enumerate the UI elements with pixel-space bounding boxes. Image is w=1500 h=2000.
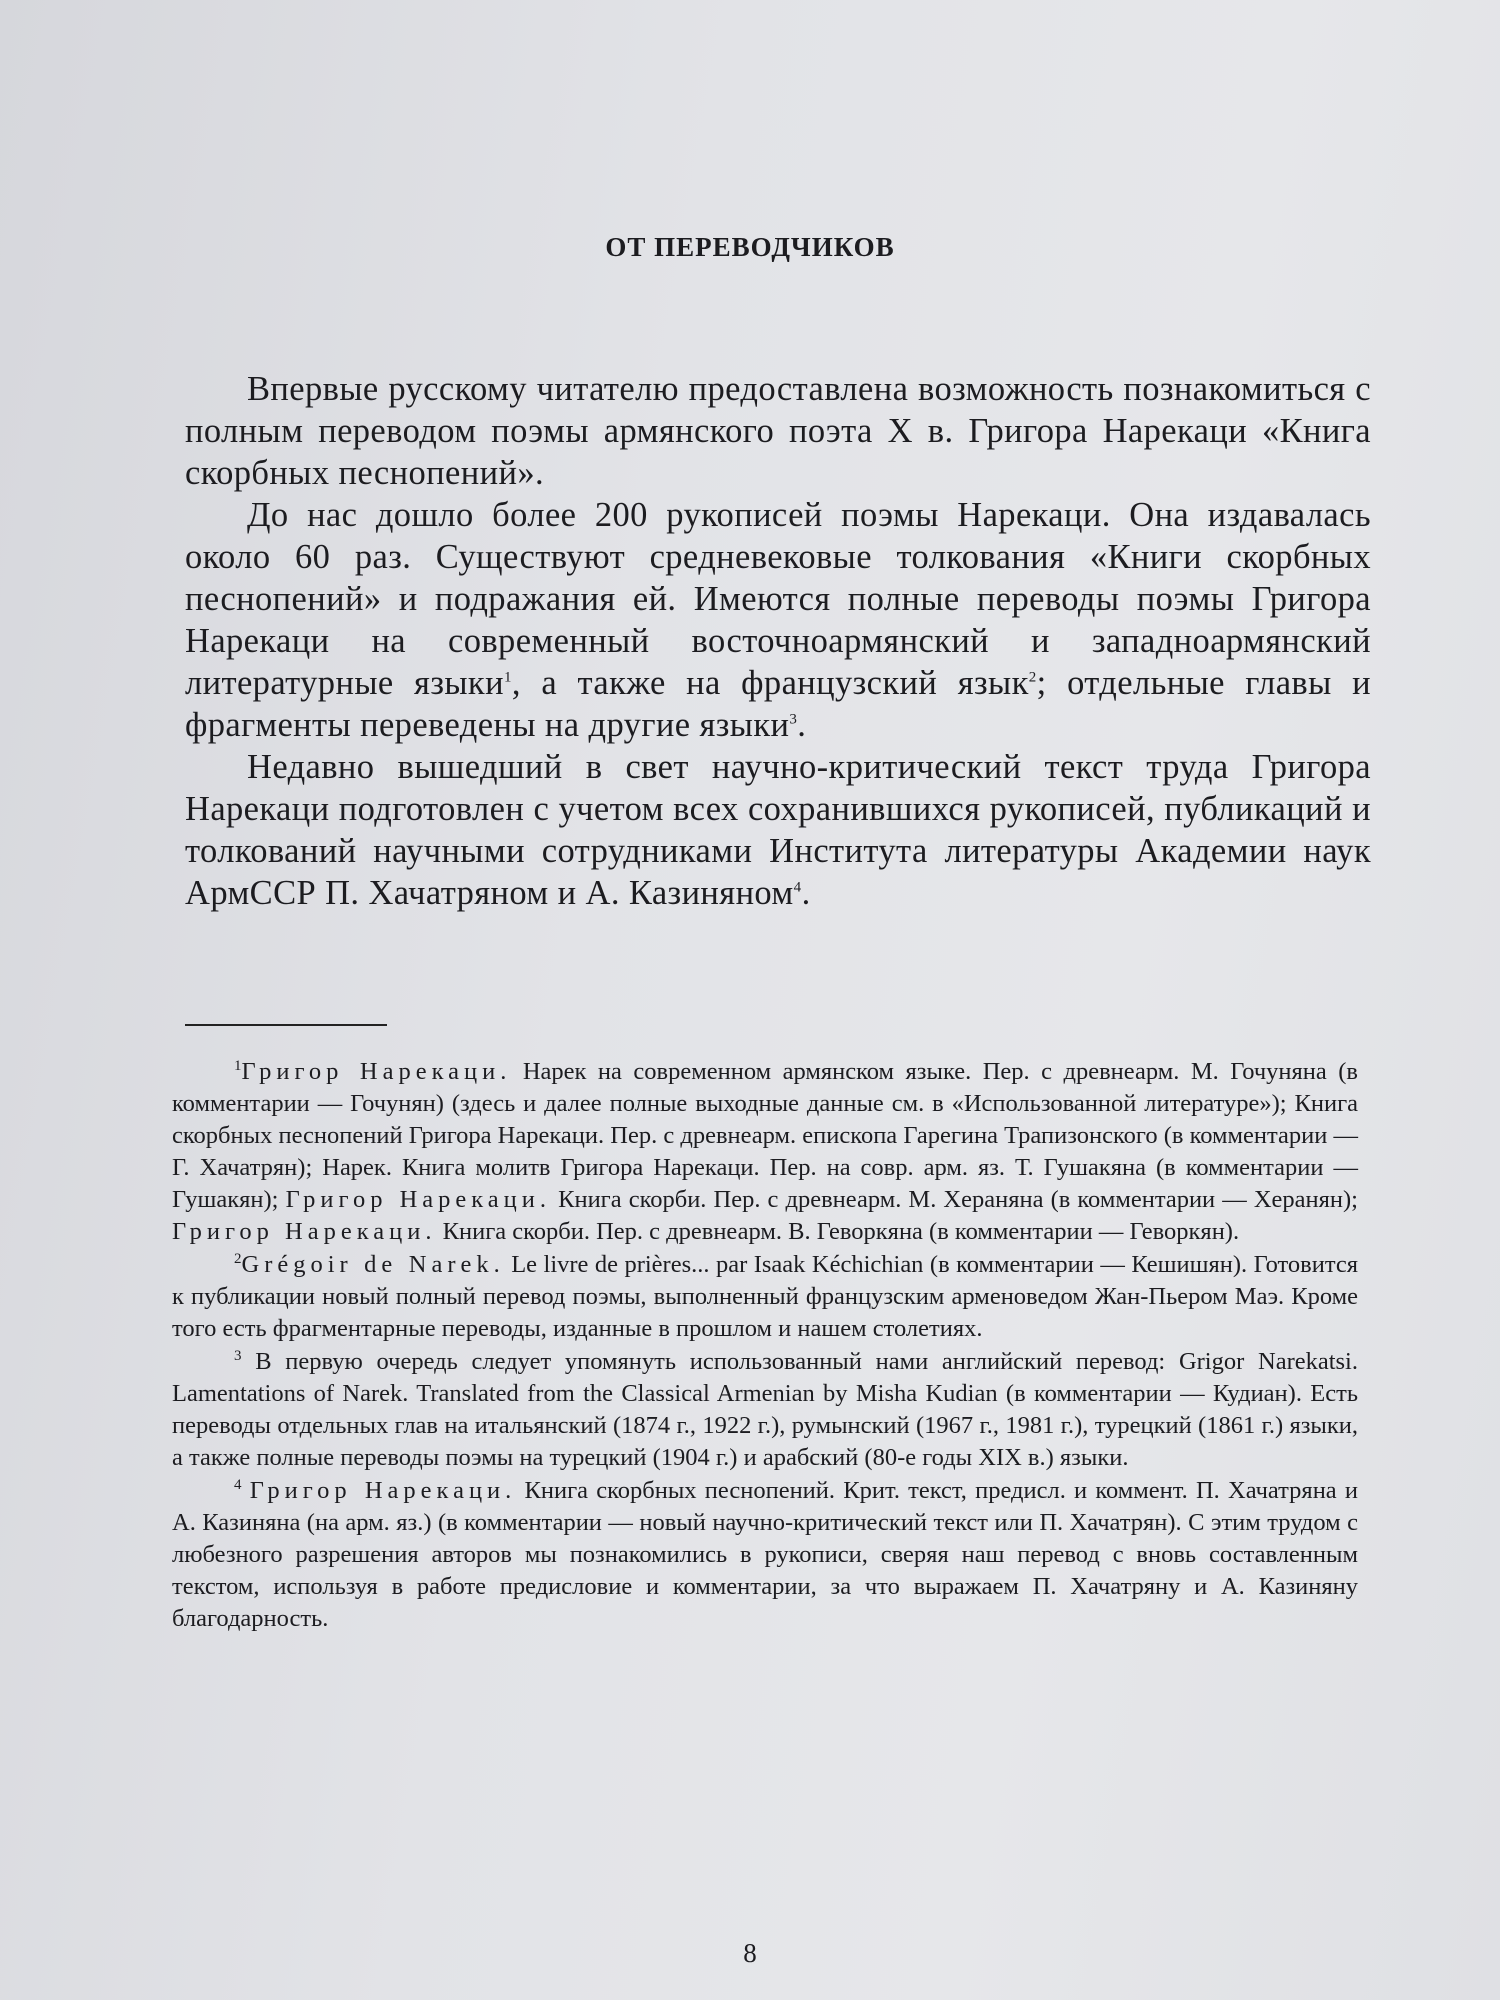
footnote-3-mark: 3 [234,1347,242,1364]
footnote-ref-2: 2 [1028,669,1037,686]
page-title: ОТ ПЕРЕВОДЧИКОВ [605,232,895,262]
footnote-ref-4: 4 [793,879,802,896]
footnote-2-text: Le livre de prières... par Isaak Kéchichian (в комментарии — Кешишян). Готовится к публикации новый полный перевод поэмы, выполненный французским арменоведом Жан-Пьером Маэ. Кроме того есть фрагментарные переводы, изданные в прошлом и нашем столетиях. [172,1251,1358,1342]
footnote-divider [185,1024,387,1026]
footnote-1 [172,1056,1358,1248]
paragraph-3-text: Недавно вышедший в свет научно-критический текст труда Григора Нарекаци подготовлен с учетом всех сохранившихся рукописей, публикаций и толкований научными сотрудниками Института литературы Академии наук АрмССР П. Хачатряном и А. Казиняном [185,748,1371,912]
footnote-4-mark: 4 [234,1476,242,1493]
paragraph-2-end: . [797,706,807,744]
footnote-ref-3: 3 [789,711,798,728]
footnote-3 [172,1346,1358,1474]
footnote-4-author: Григор Нарекаци. [249,1477,517,1504]
footnote-4-text: Книга скорбных песнопений. Крит. текст, предисл. и коммент. П. Хачатряна и А. Казиняна (на арм. яз.) (в комментарии — новый научно-критический текст или П. Хачатрян). С этим трудом с любезного разрешения авторов мы познакомились в рукописи, сверяя наш перевод с вновь составленным текстом, используя в работе предисловие и комментарии, за что выражаем П. Хачатряну и А. Казиняну благодарность. [172,1477,1359,1632]
footnote-2 [172,1249,1358,1345]
footnote-1-author-2: Григор Нарекаци. [285,1186,552,1213]
footnote-1-text-1: Нарек на современном армянском языке. Пер. с древнеарм. М. Гочуняна (в комментарии — Гочунян) (здесь и далее полные выходные данные см. в «Использованной литературе»); Книга скорбных песнопений Григора Нарекаци. Пер. с древнеарм. епископа Гарегина Трапизонского (в комментарии — Г. Хачатрян); Нарек. Книга молитв Григора Нарекаци. Пер. на совр. арм. яз. Т. Гушакяна (в комментарии — Гушакян); [172,1058,1358,1213]
footnote-2-author: Grégoir de Narek. [241,1251,505,1278]
footnote-3-text: В первую очередь следует упомянуть использованный нами английский перевод: Grigor Narekatsi. Lamentations of Narek. Translated from the Classical Armenian by Misha Kudian (в комментарии — Кудиан). Есть переводы отдельных глав на итальянский (1874 г., 1922 г.), румынский (1967 г., 1981 г.), турецкий (1861 г.) языки, а также полные переводы поэмы на турецкий (1904 г.) и арабский (80-е годы XIX в.) языки. [172,1348,1358,1471]
paragraph-1-text: Впервые русскому читателю предоставлена возможность познакомиться с полным переводом поэмы армянского поэта Х в. Григора Нарекаци «Книга скорбных песнопений». [185,370,1371,492]
footnotes [172,1056,1358,1636]
paragraph-2 [185,494,1371,746]
footnote-1-author-3: Григор Нарекаци. [172,1218,437,1245]
footnote-4 [172,1475,1358,1635]
paragraph-2-cont-1: , а также на французский язык [511,664,1029,702]
footnote-ref-1: 1 [503,669,512,686]
footnote-1-mark: 1 [234,1057,242,1074]
paragraph-2-text: До нас дошло более 200 рукописей поэмы Нарекаци. Она издавалась около 60 раз. Существуют средневековые толкования «Книги скорбных песнопений» и подражания ей. Имеются полные переводы поэмы Григора Нарекаци на современный восточноармянский и западноармянский литературные языки [185,496,1371,702]
paragraph-2-cont-2: ; отдельные главы и фрагменты переведены на другие языки [185,664,1371,744]
page-number: 8 [743,1938,757,1968]
paragraph-1 [185,368,1371,494]
footnote-2-mark: 2 [234,1250,242,1267]
footnote-1-author: Григор Нарекаци. [241,1058,512,1085]
footnote-1-text-3: Книга скорби. Пер. с древнеарм. В. Геворкяна (в комментарии — Геворкян). [436,1218,1240,1245]
paragraph-3 [185,746,1371,914]
main-text [185,368,1371,914]
paragraph-3-end: . [801,874,811,912]
footnote-1-text-2: Книга скорби. Пер. с древнеарм. М. Хераняна (в комментарии — Херанян); [551,1186,1358,1213]
